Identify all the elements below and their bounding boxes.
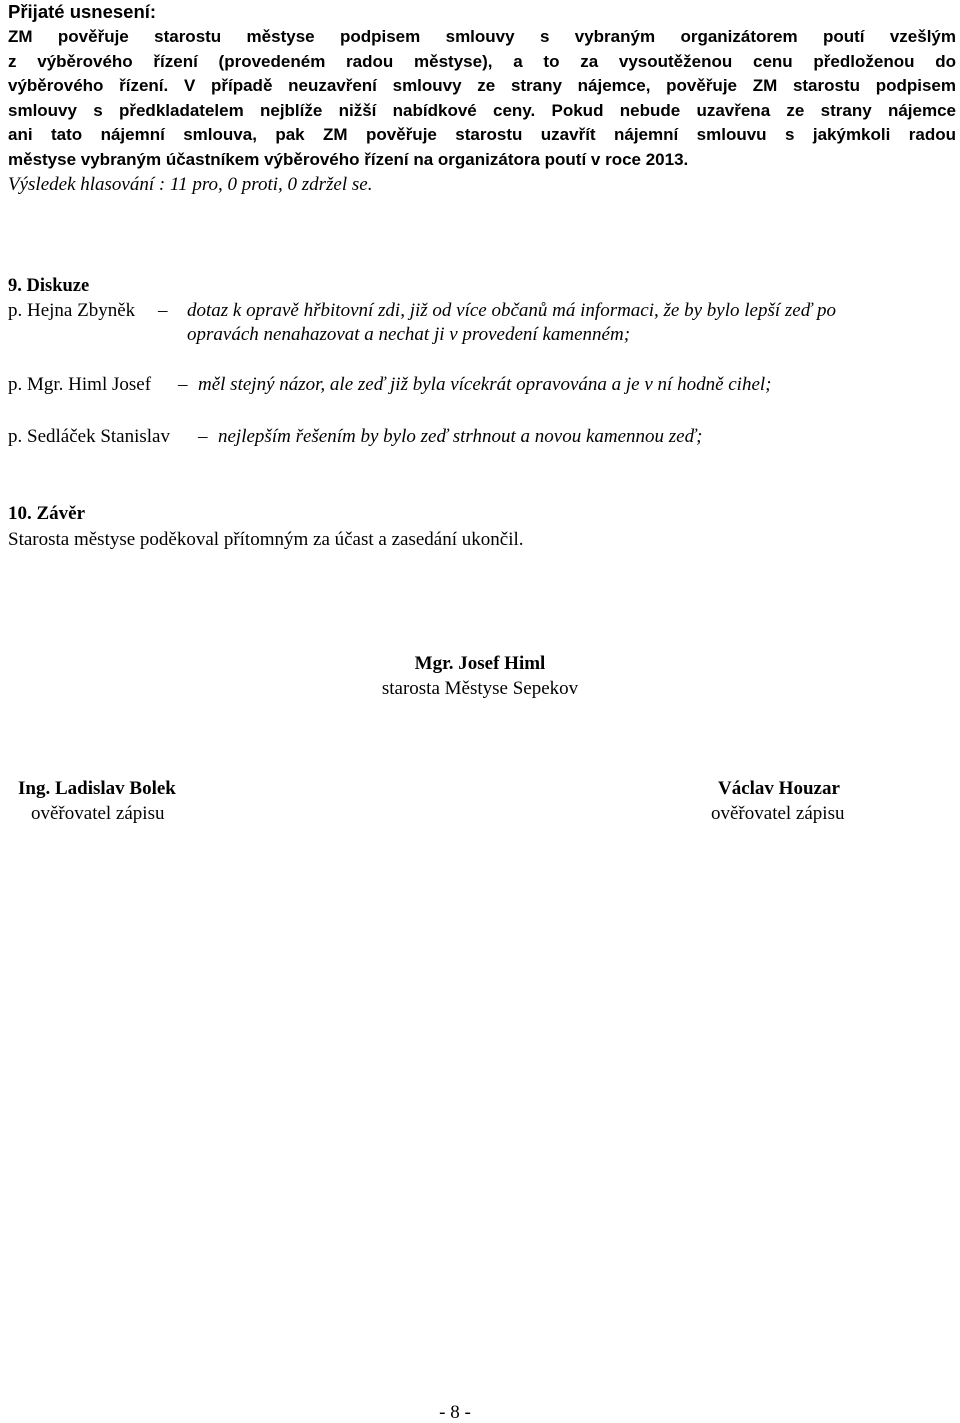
- discussion-text: dotaz k opravě hřbitovní zdi, již od více občanů má informaci, že by bylo lepší zeď po: [187, 300, 837, 321]
- resolution-text: [8, 25, 956, 172]
- resolution-line: smlouvy s předkladatelem nejblíže nižší nabídkové ceny. Pokud nebude uzavřena ze strany nájemce: [8, 100, 956, 120]
- verifier-left-name: Ing. Ladislav Bolek: [18, 778, 176, 799]
- resolution-line: městyse vybraným účastníkem výběrového řízení na organizátora poutí v roce 2013.: [8, 149, 689, 169]
- discussion-speaker: p. Sedláček Stanislav: [8, 426, 170, 447]
- discussion-dash: –: [178, 374, 188, 395]
- resolution-line: ZM pověřuje starostu městyse podpisem smlouvy s vybraným organizátorem poutí vzešlým: [8, 27, 956, 46]
- discussion-text: měl stejný názor, ale zeď již byla vícekrát opravována a je v ní hodně cihel;: [198, 374, 772, 395]
- discussion-text: opravách nenahazovat a nechat ji v provedení kamenném;: [187, 324, 631, 345]
- page-number: - 8 -: [439, 1402, 471, 1423]
- mayor-role: starosta Městyse Sepekov: [381, 678, 579, 699]
- section-heading-conclusion: 10. Závěr: [8, 503, 86, 524]
- verifier-right-name: Václav Houzar: [718, 778, 840, 799]
- resolution-line: z výběrového řízení (provedeném radou městyse), a to za vysoutěženou cenu předloženou do: [8, 51, 956, 71]
- conclusion-text: Starosta městyse poděkoval přítomným za účast a zasedání ukončil.: [8, 529, 524, 550]
- mayor-name: Mgr. Josef Himl: [414, 653, 546, 674]
- verifier-right-role: ověřovatel zápisu: [711, 803, 845, 824]
- discussion-item: [8, 299, 135, 323]
- verifier-left-role: ověřovatel zápisu: [31, 803, 165, 824]
- vote-result: Výsledek hlasování : 11 pro, 0 proti, 0 zdržel se.: [8, 174, 373, 195]
- discussion-speaker: p. Mgr. Himl Josef: [8, 374, 152, 395]
- discussion-dash: –: [198, 426, 208, 447]
- discussion-speaker: p. Hejna Zbyněk: [8, 300, 136, 321]
- resolution-heading: Přijaté usnesení:: [8, 1, 157, 22]
- resolution-line: ani tato nájemní smlouva, pak ZM pověřuje starostu uzavřít nájemní smlouvu s jakýmkoli radou: [8, 125, 956, 144]
- discussion-dash: –: [158, 300, 168, 321]
- section-heading-discussion: 9. Diskuze: [8, 276, 90, 296]
- discussion-text: nejlepším řešením by bylo zeď strhnout a novou kamennou zeď;: [218, 426, 703, 447]
- resolution-line: výběrového řízení. V případě neuzavření smlouvy ze strany nájemce, pověřuje ZM starostu podpisem: [8, 76, 956, 95]
